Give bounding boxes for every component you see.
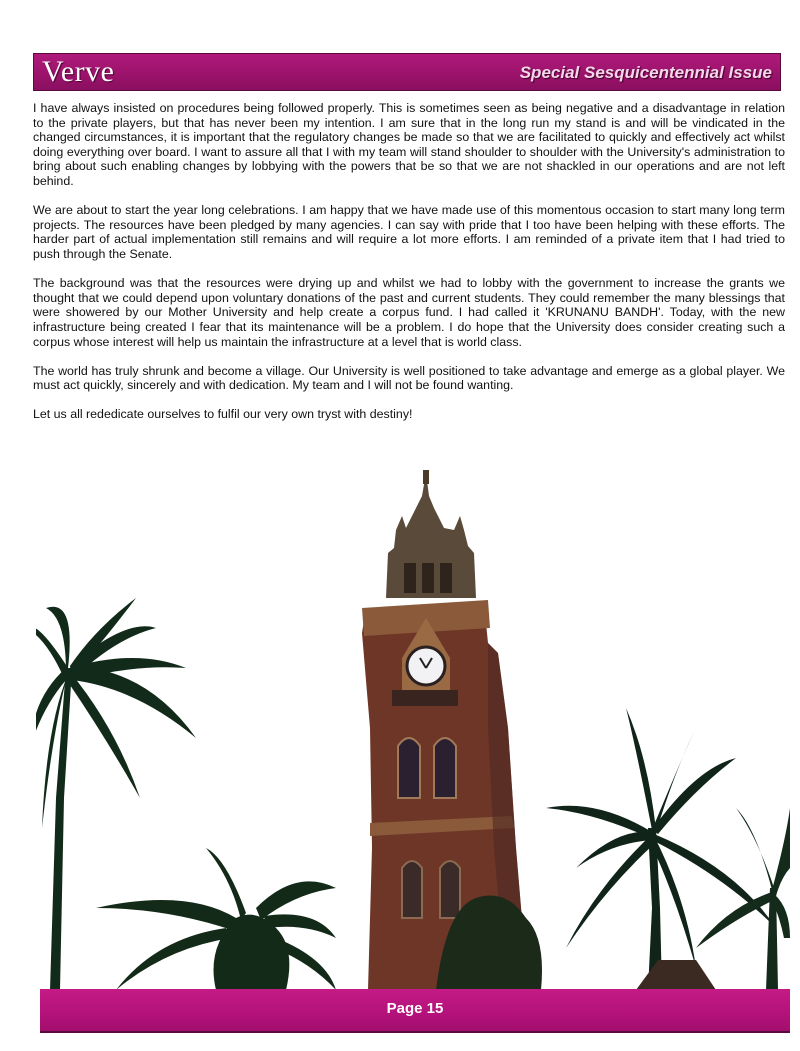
article-paragraph: The world has truly shrunk and become a village. Our University is well positioned to take advantage and emerge as a global player. We must act quickly, sincerely and with dedication. My team and I will not be found wanting. — [33, 363, 785, 393]
clock-tower-photo — [36, 468, 790, 990]
far-right-palm-tree — [696, 808, 790, 990]
article-body — [33, 101, 785, 437]
article-paragraph: We are about to start the year long celebrations. I am happy that we have made use of this momentous occasion to start many long term projects. The resources have been pledged by many agencies. I can say with pride that I too have been helping with these efforts. The harder part of actual implementation still remains and will require a lot more efforts. I am reminded of a private item that I had tried to push through the Senate. — [33, 203, 785, 261]
issue-label: Special Sesquicentennial Issue — [519, 63, 772, 82]
footer-bar — [40, 989, 790, 1033]
article-paragraph: I have always insisted on procedures being followed properly. This is sometimes seen as being negative and a disadvantage in relation to the private players, but that has never been my intention. I am sure that in the long run my stand is and will be vindicated in the changed circumstances, it is important that the regulatory changes be made so that we are facilitated to quickly and effectively act whilst doing everything over board. I want to assure all that I with my team will stand shoulder to shoulder with the University's administration to bring about such enabling changes by lobbying with the powers that be so that we are not shackled in our operations and are not left behind. — [33, 101, 785, 188]
roof-silhouette — [636, 960, 716, 990]
left-palm-tree — [36, 598, 196, 990]
page-number: Page 15 — [386, 1000, 444, 1017]
article-paragraph: Let us all rededicate ourselves to fulfil our very own tryst with destiny! — [33, 407, 413, 422]
right-palm-tree — [546, 708, 776, 990]
masthead-title: Verve — [42, 55, 115, 88]
article-paragraph: The background was that the resources were drying up and whilst we had to lobby with the government to increase the grants we thought that we could depend upon voluntary donations of the past and current students. They could remember the many blessings that were showered by our Mother University and help create a corpus fund. I had called it 'KRUNANU BANDH'. Today, with the new infrastructure being created I fear that its maintenance will be a problem. I do hope that the University does consider creating such a corpus whose interest will help us maintain the infrastructure at a level that is world class. — [33, 276, 785, 349]
lower-palm-tree — [96, 848, 336, 990]
header-bar — [33, 53, 781, 91]
